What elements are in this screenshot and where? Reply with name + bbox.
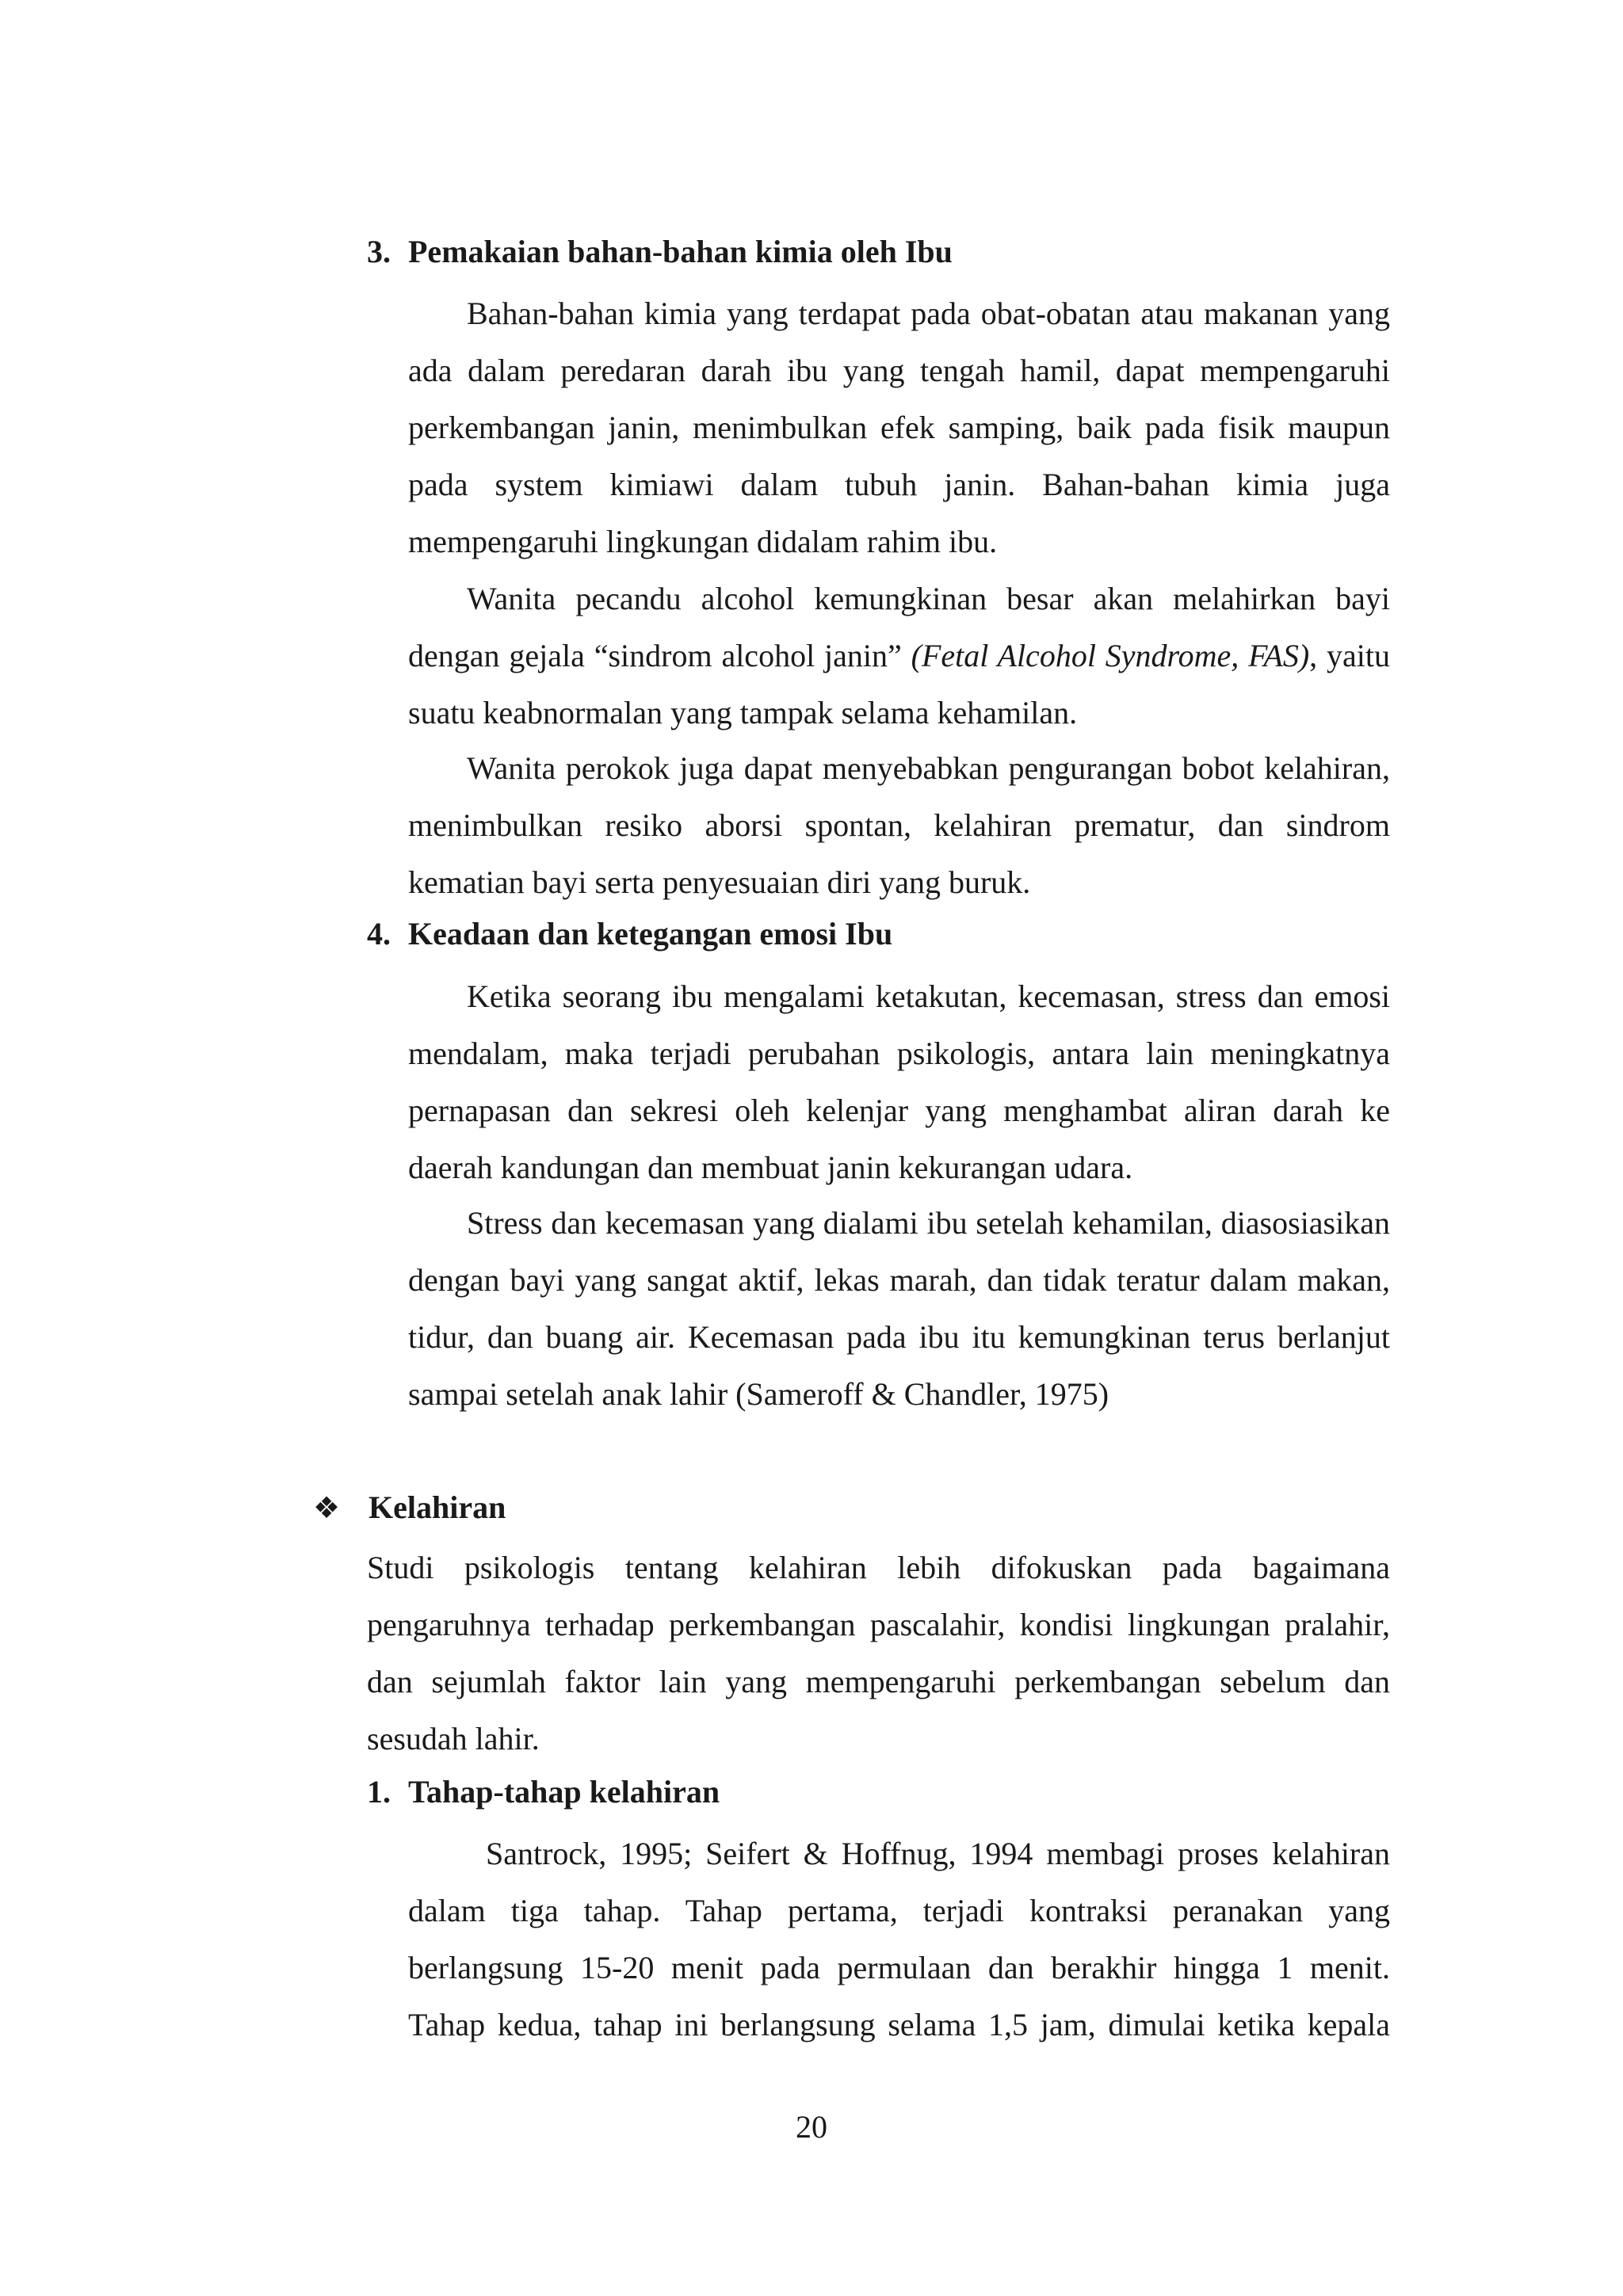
section-3-paragraph-2 bbox=[408, 570, 1390, 742]
section-3-number: 3. bbox=[367, 234, 391, 269]
kelahiran-title: Kelahiran bbox=[369, 1489, 506, 1525]
section-4-heading bbox=[367, 906, 892, 963]
subsection-1-number: 1. bbox=[367, 1774, 391, 1810]
section-3-heading bbox=[367, 223, 953, 280]
diamond-bullet-icon: ❖ bbox=[313, 1492, 341, 1525]
page-number: 20 bbox=[796, 2109, 827, 2145]
subsection-1-heading bbox=[367, 1764, 720, 1821]
section-4-title: Keadaan dan ketegangan emosi Ibu bbox=[408, 916, 893, 952]
section-4-number: 4. bbox=[367, 916, 391, 952]
section-3-paragraph-3: Wanita perokok juga dapat menyebabkan pengurangan bobot kelahiran, menimbulkan resiko aborsi spontan, kelahiran prematur, dan sindrom kematian bayi serta penyesuaian diri yang buruk. bbox=[408, 750, 1390, 900]
fas-term: (Fetal Alcohol Syndrome, FAS) bbox=[911, 638, 1310, 673]
subsection-1-paragraph: Santrock, 1995; Seifert & Hoffnug, 1994 membagi proses kelahiran dalam tiga tahap. Tahap pertama, terjadi kontraksi peranakan yang berlangsung 15-20 menit pada permulaan dan berakhir hingga 1 menit. Tahap kedua, tahap ini berlangsung selama 1,5 jam, dimulai ketika kepala bbox=[408, 1836, 1390, 2042]
section-3-paragraph-2-text: Wanita pecandu alcohol kemungkinan besar akan melahirkan bayi dengan gejala “sindrom alcohol janin” bbox=[408, 581, 1390, 673]
section-3-title: Pemakaian bahan-bahan kimia oleh Ibu bbox=[408, 234, 953, 269]
subsection-1-title: Tahap-tahap kelahiran bbox=[408, 1774, 720, 1810]
kelahiran-intro-paragraph: Studi psikologis tentang kelahiran lebih difokuskan pada bagaimana pengaruhnya terhadap perkembangan pascalahir, kondisi lingkungan pralahir, dan sejumlah faktor lain yang mempengaruhi perkembangan sebelum dan sesudah lahir. bbox=[367, 1550, 1390, 1756]
section-3-paragraph-1: Bahan-bahan kimia yang terdapat pada obat-obatan atau makanan yang ada dalam peredaran darah ibu yang tengah hamil, dapat mempengaruhi perkembangan janin, menimbulkan efek samping, baik pada fisik maupun pada system kimiawi dalam tubuh janin. Bahan-bahan kimia juga mempengaruhi lingkungan didalam rahim ibu. bbox=[408, 296, 1390, 559]
section-4-paragraph-1: Ketika seorang ibu mengalami ketakutan, kecemasan, stress dan emosi mendalam, maka terjadi perubahan psikologis, antara lain meningkatnya pernapasan dan sekresi oleh kelenjar yang menghambat aliran darah ke daerah kandungan dan membuat janin kekurangan udara. bbox=[408, 978, 1390, 1185]
section-3-paragraph-2-text-end: , yaitu suatu keabnormalan yang tampak selama kehamilan. bbox=[408, 638, 1390, 730]
section-4-paragraph-2: Stress dan kecemasan yang dialami ibu setelah kehamilan, diasosiasikan dengan bayi yang sangat aktif, lekas marah, dan tidak teratur dalam makan, tidur, dan buang air. Kecemasan pada ibu itu kemungkinan terus berlanjut sampai setelah anak lahir (Sameroff & Chandler, 1975) bbox=[408, 1205, 1390, 1412]
kelahiran-heading bbox=[313, 1479, 506, 1537]
